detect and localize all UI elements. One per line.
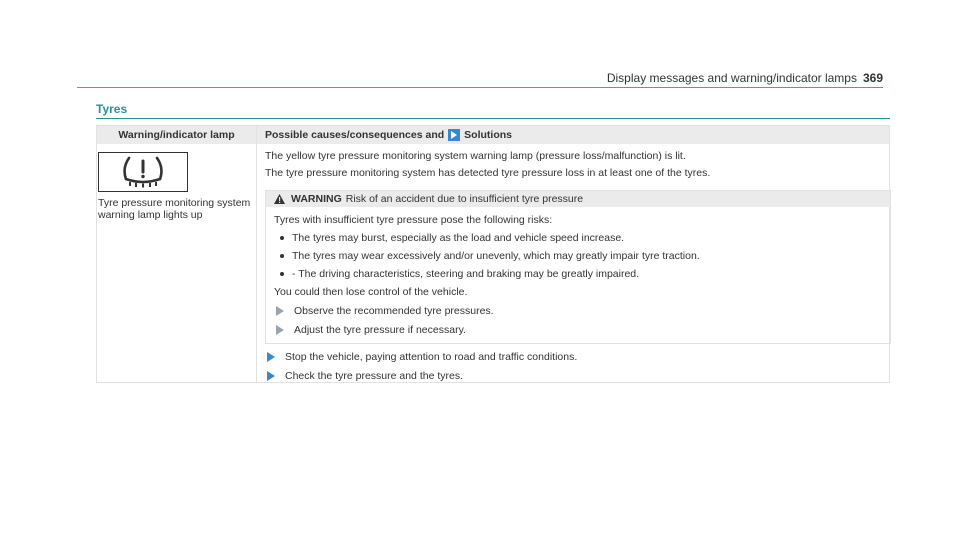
tyre-pressure-warning-icon: [98, 152, 188, 192]
bullet-text: The tyres may wear excessively and/or unevenly, which may greatly impair tyre traction.: [292, 250, 700, 262]
step-text: Adjust the tyre pressure if necessary.: [294, 324, 466, 336]
header-title: Display messages and warning/indicator lamps: [606, 71, 857, 85]
play-icon: [276, 325, 284, 335]
page-header: [607, 71, 883, 85]
play-icon: [267, 371, 275, 381]
warning-header: [266, 191, 890, 207]
col2-header-text: Possible causes/consequences and: [265, 129, 445, 141]
bullet-icon: [280, 254, 284, 258]
warning-intro: Tyres with insufficient tyre pressure pose the following risks:: [274, 214, 553, 226]
lamp-description: Tyre pressure monitoring system warning lamp lights up: [98, 197, 251, 221]
action-step: [267, 351, 577, 363]
solutions-column: [257, 126, 889, 382]
page-number: 369: [862, 71, 883, 85]
warning-label: WARNING: [291, 193, 342, 205]
warning-step: [276, 305, 494, 317]
bullet-icon: [280, 236, 284, 240]
warning-step: [276, 324, 466, 336]
section-rule: [96, 118, 890, 119]
warning-triangle-icon: [274, 194, 285, 204]
col2-header-solutions: Solutions: [464, 129, 513, 141]
warning-title: Risk of an accident due to insufficient tyre pressure: [345, 193, 584, 205]
bullet-text: The tyres may burst, especially as the load and vehicle speed increase.: [292, 232, 625, 244]
bullet-text: - The driving characteristics, steering and braking may be greatly impaired.: [292, 268, 640, 280]
intro-line-2: The tyre pressure monitoring system has detected tyre pressure loss in at least one of the tyres.: [265, 167, 711, 179]
section-title: Tyres: [96, 102, 128, 116]
arrow-right-icon: [448, 129, 460, 141]
warning-consequence: You could then lose control of the vehicle.: [274, 286, 468, 298]
action-step: [267, 370, 463, 382]
list-item: [280, 250, 700, 262]
col1-header: Warning/indicator lamp: [97, 126, 256, 144]
lamp-table: [96, 125, 890, 383]
col2-header: [257, 126, 889, 144]
list-item: [280, 232, 624, 244]
action-text: Stop the vehicle, paying attention to road and traffic conditions.: [285, 351, 578, 363]
play-icon: [276, 306, 284, 316]
lamp-column: [97, 126, 257, 382]
play-icon: [267, 352, 275, 362]
bullet-icon: [280, 272, 284, 276]
intro-line-1: The yellow tyre pressure monitoring system warning lamp (pressure loss/malfunction) is lit.: [265, 150, 686, 162]
warning-box: [265, 190, 891, 344]
step-text: Observe the recommended tyre pressures.: [294, 305, 494, 317]
action-text: Check the tyre pressure and the tyres.: [285, 370, 464, 382]
list-item: [280, 268, 639, 280]
header-rule: [77, 87, 883, 88]
